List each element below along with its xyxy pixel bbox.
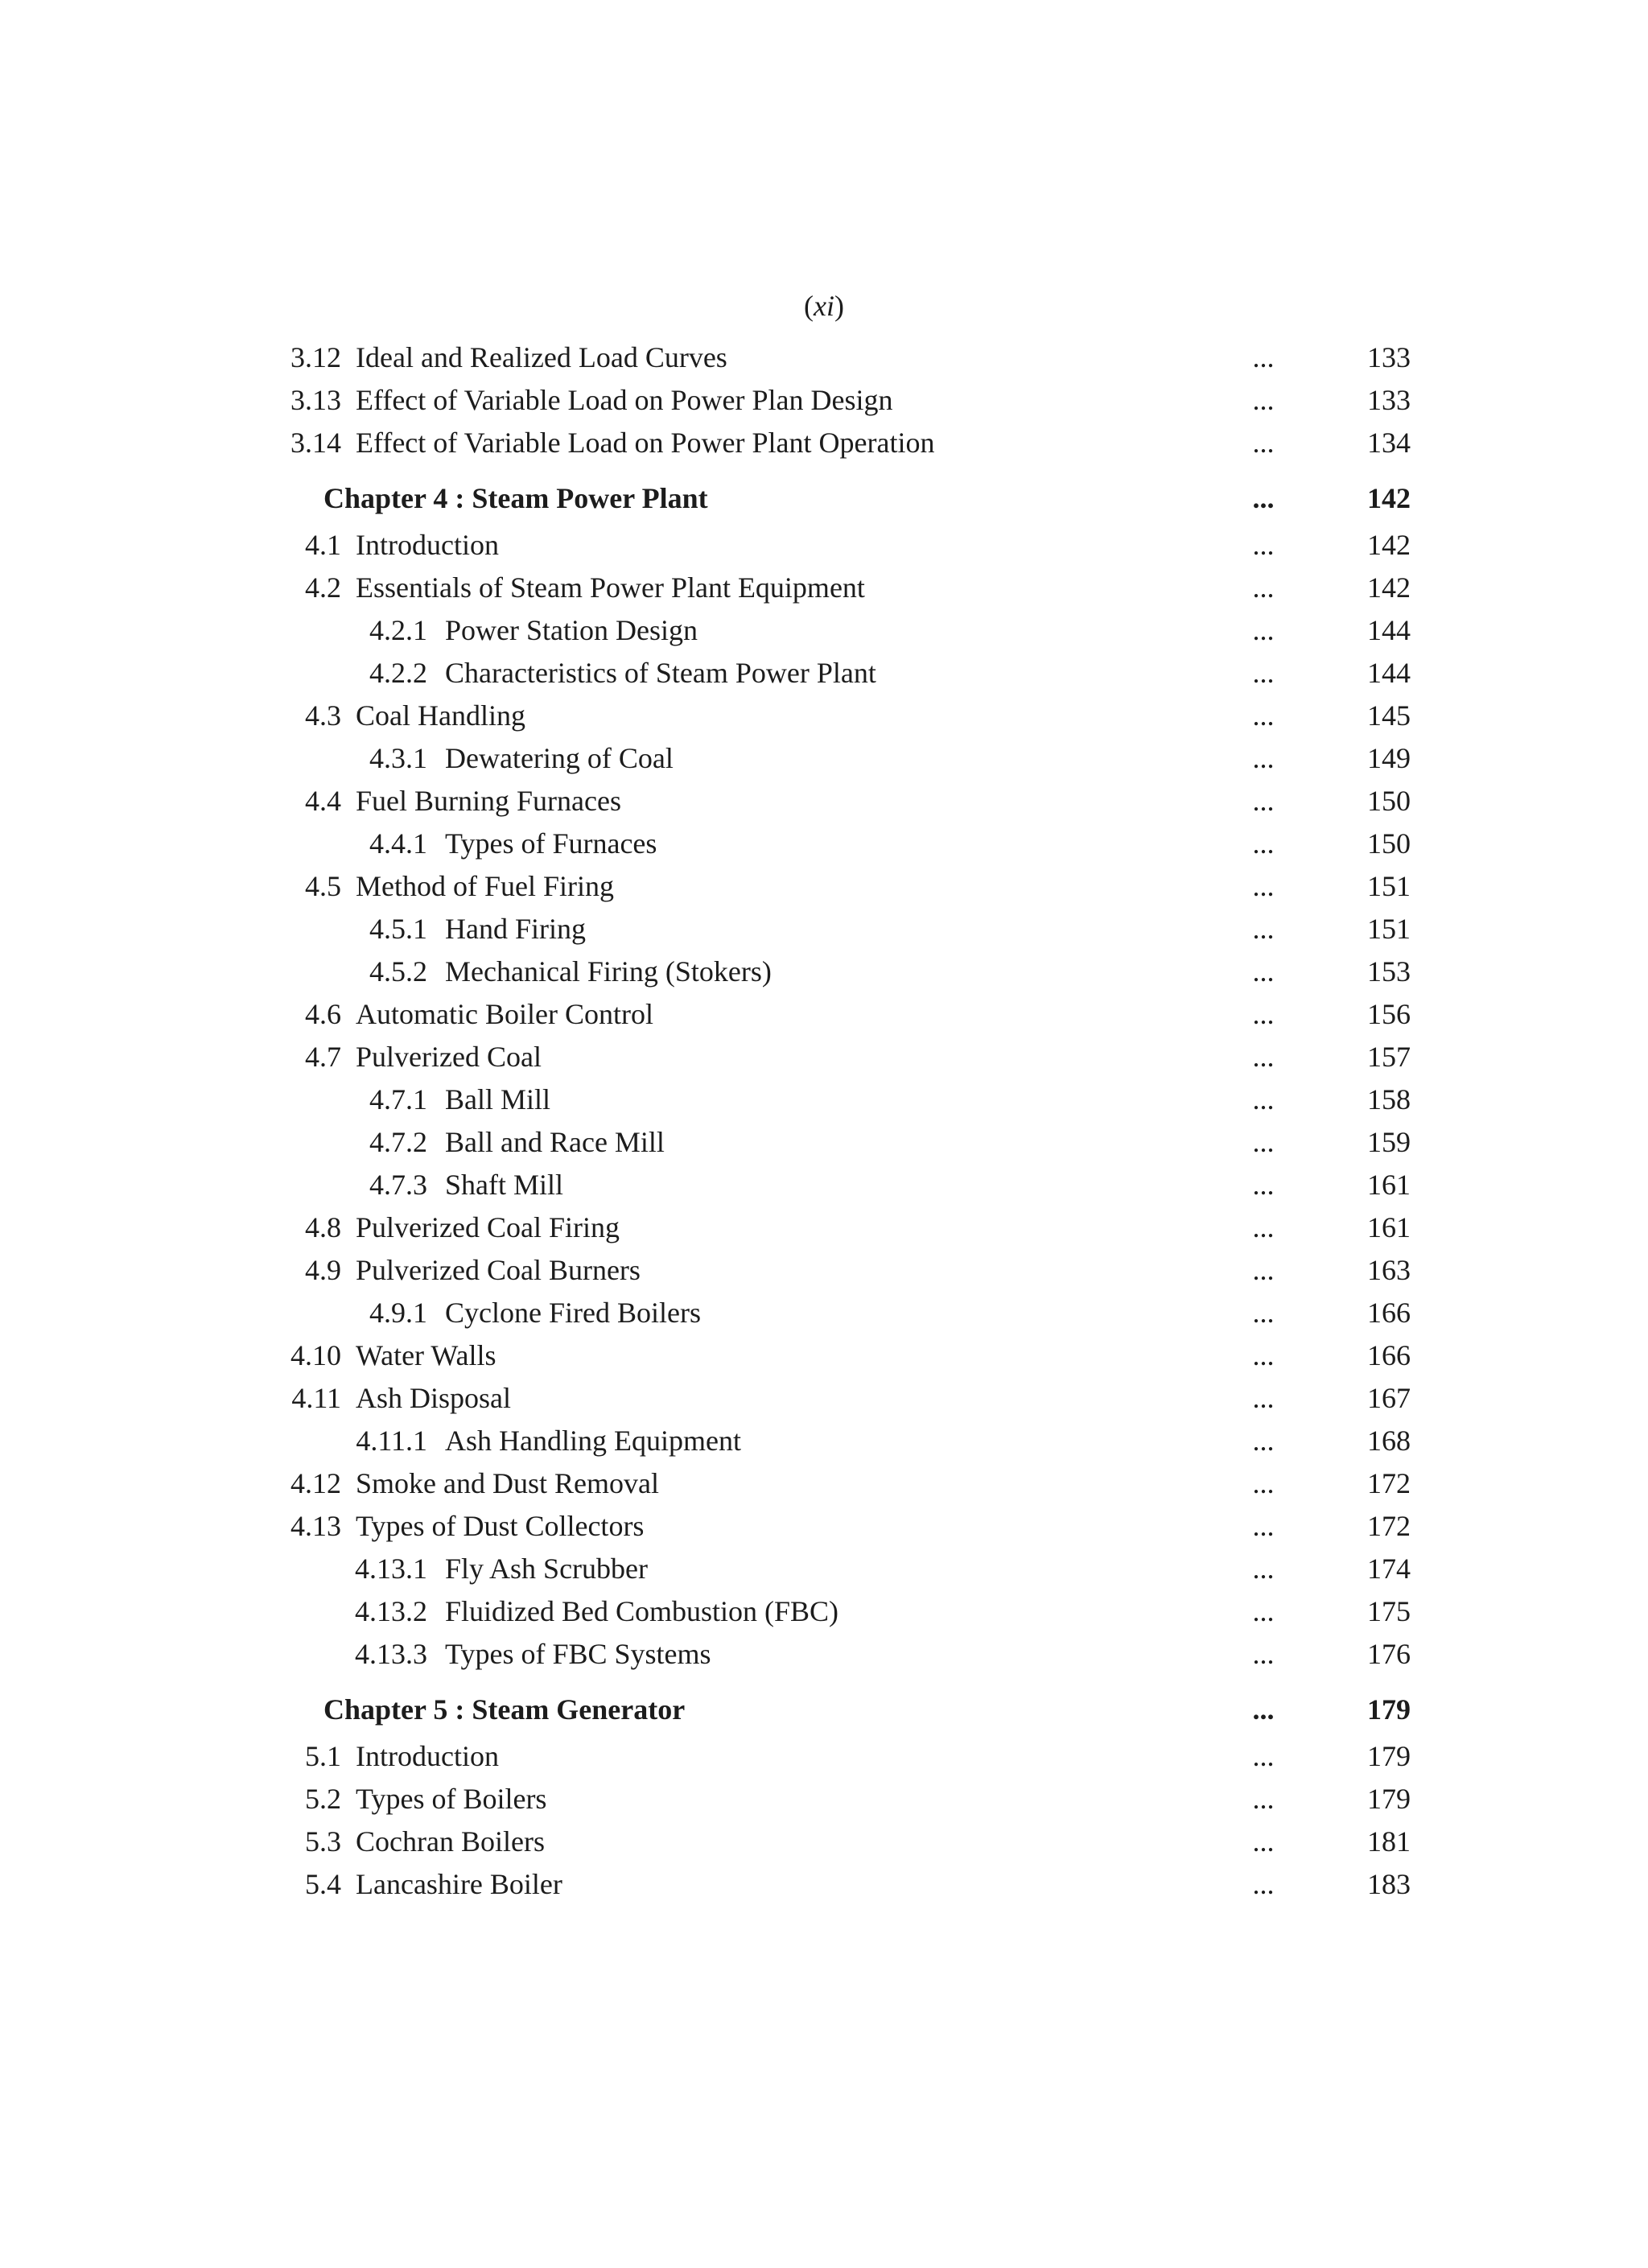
section-title: Types of FBC Systems xyxy=(445,1638,711,1670)
page-number: 176 xyxy=(1367,1638,1411,1670)
section-title: Automatic Boiler Control xyxy=(356,998,653,1030)
folio-roman-numeral: xi xyxy=(814,290,834,322)
section-title: Ideal and Realized Load Curves xyxy=(356,341,727,373)
leader-dots: ... xyxy=(1252,571,1275,604)
page-number: 183 xyxy=(1367,1868,1411,1900)
toc-section-row xyxy=(0,524,1648,567)
toc-section-row xyxy=(0,422,1648,464)
section-title: Smoke and Dust Removal xyxy=(356,1467,659,1499)
section-number: 5.4 xyxy=(305,1868,341,1900)
section-number: 4.13.1 xyxy=(355,1553,427,1585)
leader-dots: ... xyxy=(1252,1740,1275,1772)
leader-dots: ... xyxy=(1252,1825,1275,1858)
folio-close: ) xyxy=(834,290,844,322)
leader-dots: ... xyxy=(1252,1339,1275,1371)
section-number: 4.13.3 xyxy=(355,1638,427,1670)
section-title: Effect of Variable Load on Power Plant Operation xyxy=(356,427,935,459)
section-number: 4.11.1 xyxy=(356,1425,427,1457)
page-number: 158 xyxy=(1367,1083,1411,1115)
section-number: 4.7 xyxy=(305,1041,341,1073)
chapter-title: Chapter 5 : Steam Generator xyxy=(323,1693,686,1726)
page-number: 179 xyxy=(1367,1740,1411,1772)
section-number: 4.4 xyxy=(305,785,341,817)
leader-dots: ... xyxy=(1252,427,1275,459)
leader-dots: ... xyxy=(1252,1083,1275,1115)
leader-dots: ... xyxy=(1252,913,1275,945)
page-number: 144 xyxy=(1367,657,1411,689)
leader-dots: ... xyxy=(1252,614,1275,646)
section-number: 3.14 xyxy=(290,427,341,459)
toc-subsection-row xyxy=(0,950,1648,993)
section-number: 4.6 xyxy=(305,998,341,1030)
page-number: 142 xyxy=(1367,571,1411,604)
page-number: 161 xyxy=(1367,1211,1411,1243)
section-number: 3.13 xyxy=(290,384,341,416)
leader-dots: ... xyxy=(1252,1211,1275,1243)
toc-section-row xyxy=(0,780,1648,823)
page-number: 167 xyxy=(1367,1382,1411,1414)
section-number: 4.11 xyxy=(291,1382,341,1414)
section-number: 4.3 xyxy=(305,699,341,732)
page-number: 133 xyxy=(1367,384,1411,416)
leader-dots: ... xyxy=(1252,482,1275,514)
toc-section-row xyxy=(0,1735,1648,1778)
leader-dots: ... xyxy=(1252,384,1275,416)
section-number: 4.7.1 xyxy=(369,1083,427,1115)
page-folio xyxy=(0,286,1648,326)
toc-section-row xyxy=(0,695,1648,737)
page-number: 149 xyxy=(1367,742,1411,774)
section-number: 5.3 xyxy=(305,1825,341,1858)
section-number: 4.13 xyxy=(290,1510,341,1542)
section-title: Fly Ash Scrubber xyxy=(445,1553,648,1585)
section-number: 4.3.1 xyxy=(369,742,427,774)
section-title: Types of Furnaces xyxy=(445,827,657,860)
page-number: 174 xyxy=(1367,1553,1411,1585)
page-number: 163 xyxy=(1367,1254,1411,1286)
section-number: 5.2 xyxy=(305,1783,341,1815)
leader-dots: ... xyxy=(1252,1467,1275,1499)
page-number: 150 xyxy=(1367,785,1411,817)
toc-subsection-row xyxy=(0,1633,1648,1676)
page-number: 142 xyxy=(1367,529,1411,561)
page-number: 168 xyxy=(1367,1425,1411,1457)
toc-subsection-row xyxy=(0,1164,1648,1206)
leader-dots: ... xyxy=(1252,1425,1275,1457)
page-number: 151 xyxy=(1367,870,1411,902)
toc-section-row xyxy=(0,1462,1648,1505)
toc-subsection-row xyxy=(0,609,1648,652)
page-number: 159 xyxy=(1367,1126,1411,1158)
section-title: Ash Disposal xyxy=(356,1382,512,1414)
toc-subsection-row xyxy=(0,737,1648,780)
page-number: 144 xyxy=(1367,614,1411,646)
page-number: 179 xyxy=(1367,1693,1411,1726)
section-title: Pulverized Coal Burners xyxy=(356,1254,641,1286)
toc-subsection-row xyxy=(0,1590,1648,1633)
leader-dots: ... xyxy=(1252,1169,1275,1201)
leader-dots: ... xyxy=(1252,657,1275,689)
toc-section-row xyxy=(0,567,1648,609)
toc-subsection-row xyxy=(0,823,1648,865)
section-title: Essentials of Steam Power Plant Equipment xyxy=(356,571,865,604)
page-number: 166 xyxy=(1367,1339,1411,1371)
page-number: 161 xyxy=(1367,1169,1411,1201)
toc-subsection-row xyxy=(0,1121,1648,1164)
section-title: Power Station Design xyxy=(445,614,698,646)
toc-section-row xyxy=(0,865,1648,908)
toc-subsection-row xyxy=(0,1078,1648,1121)
section-number: 4.8 xyxy=(305,1211,341,1243)
folio-open: ( xyxy=(804,290,814,322)
leader-dots: ... xyxy=(1252,998,1275,1030)
leader-dots: ... xyxy=(1252,341,1275,373)
toc-section-row xyxy=(0,1778,1648,1821)
page-number: 172 xyxy=(1367,1467,1411,1499)
chapter-title: Chapter 4 : Steam Power Plant xyxy=(323,482,708,514)
toc-section-row xyxy=(0,1249,1648,1292)
page-number: 181 xyxy=(1367,1825,1411,1858)
section-title: Types of Dust Collectors xyxy=(356,1510,645,1542)
toc-subsection-row xyxy=(0,908,1648,950)
section-title: Method of Fuel Firing xyxy=(356,870,614,902)
section-title: Types of Boilers xyxy=(356,1783,547,1815)
section-title: Introduction xyxy=(356,529,499,561)
section-title: Pulverized Coal Firing xyxy=(356,1211,620,1243)
section-title: Cyclone Fired Boilers xyxy=(445,1297,701,1329)
toc-section-row xyxy=(0,1505,1648,1548)
leader-dots: ... xyxy=(1252,699,1275,732)
section-title: Coal Handling xyxy=(356,699,525,732)
toc-subsection-row xyxy=(0,652,1648,695)
leader-dots: ... xyxy=(1252,1693,1275,1726)
toc-section-row xyxy=(0,1377,1648,1420)
leader-dots: ... xyxy=(1252,1382,1275,1414)
section-number: 4.9.1 xyxy=(369,1297,427,1329)
section-number: 4.4.1 xyxy=(369,827,427,860)
toc-section-row xyxy=(0,993,1648,1036)
toc-subsection-row xyxy=(0,1420,1648,1462)
section-number: 4.13.2 xyxy=(355,1595,427,1627)
section-title: Fluidized Bed Combustion (FBC) xyxy=(445,1595,839,1627)
section-number: 4.9 xyxy=(305,1254,341,1286)
leader-dots: ... xyxy=(1252,785,1275,817)
leader-dots: ... xyxy=(1252,955,1275,988)
leader-dots: ... xyxy=(1252,1553,1275,1585)
section-title: Characteristics of Steam Power Plant xyxy=(445,657,876,689)
leader-dots: ... xyxy=(1252,1595,1275,1627)
table-of-contents xyxy=(0,336,1648,1906)
page-number: 150 xyxy=(1367,827,1411,860)
toc-section-row xyxy=(0,379,1648,422)
page-number: 134 xyxy=(1367,427,1411,459)
leader-dots: ... xyxy=(1252,1783,1275,1815)
toc-section-row xyxy=(0,1863,1648,1906)
section-title: Fuel Burning Furnaces xyxy=(356,785,621,817)
toc-chapter-heading xyxy=(0,473,1648,524)
section-title: Lancashire Boiler xyxy=(356,1868,562,1900)
section-title: Dewatering of Coal xyxy=(445,742,674,774)
page-number: 153 xyxy=(1367,955,1411,988)
page-number: 151 xyxy=(1367,913,1411,945)
leader-dots: ... xyxy=(1252,1868,1275,1900)
section-number: 4.1 xyxy=(305,529,341,561)
toc-section-row xyxy=(0,1821,1648,1863)
section-title: Effect of Variable Load on Power Plan Design xyxy=(356,384,893,416)
page-number: 172 xyxy=(1367,1510,1411,1542)
section-title: Water Walls xyxy=(356,1339,496,1371)
page-number: 145 xyxy=(1367,699,1411,732)
section-number: 4.2.2 xyxy=(369,657,427,689)
section-title: Introduction xyxy=(356,1740,499,1772)
leader-dots: ... xyxy=(1252,1126,1275,1158)
toc-section-row xyxy=(0,1334,1648,1377)
page-number: 179 xyxy=(1367,1783,1411,1815)
section-title: Cochran Boilers xyxy=(356,1825,545,1858)
section-title: Ball and Race Mill xyxy=(445,1126,665,1158)
leader-dots: ... xyxy=(1252,827,1275,860)
toc-subsection-row xyxy=(0,1292,1648,1334)
leader-dots: ... xyxy=(1252,1297,1275,1329)
leader-dots: ... xyxy=(1252,1041,1275,1073)
toc-chapter-heading xyxy=(0,1685,1648,1735)
section-title: Hand Firing xyxy=(445,913,586,945)
section-number: 4.2 xyxy=(305,571,341,604)
section-number: 3.12 xyxy=(290,341,341,373)
toc-section-row xyxy=(0,336,1648,379)
section-title: Pulverized Coal xyxy=(356,1041,542,1073)
section-number: 4.2.1 xyxy=(369,614,427,646)
leader-dots: ... xyxy=(1252,1638,1275,1670)
section-title: Mechanical Firing (Stokers) xyxy=(445,955,772,988)
page-number: 175 xyxy=(1367,1595,1411,1627)
section-number: 4.5 xyxy=(305,870,341,902)
toc-subsection-row xyxy=(0,1548,1648,1590)
section-title: Shaft Mill xyxy=(445,1169,564,1201)
section-number: 4.12 xyxy=(290,1467,341,1499)
leader-dots: ... xyxy=(1252,870,1275,902)
section-number: 4.5.2 xyxy=(369,955,427,988)
page-number: 166 xyxy=(1367,1297,1411,1329)
leader-dots: ... xyxy=(1252,529,1275,561)
page-number: 142 xyxy=(1367,482,1411,514)
page-number: 157 xyxy=(1367,1041,1411,1073)
section-number: 4.7.3 xyxy=(369,1169,427,1201)
section-number: 4.7.2 xyxy=(369,1126,427,1158)
section-title: Ball Mill xyxy=(445,1083,551,1115)
section-number: 4.10 xyxy=(290,1339,341,1371)
leader-dots: ... xyxy=(1252,1254,1275,1286)
leader-dots: ... xyxy=(1252,1510,1275,1542)
section-number: 5.1 xyxy=(305,1740,341,1772)
toc-section-row xyxy=(0,1036,1648,1078)
section-title: Ash Handling Equipment xyxy=(445,1425,741,1457)
toc-section-row xyxy=(0,1206,1648,1249)
leader-dots: ... xyxy=(1252,742,1275,774)
page-number: 156 xyxy=(1367,998,1411,1030)
section-number: 4.5.1 xyxy=(369,913,427,945)
page-number: 133 xyxy=(1367,341,1411,373)
